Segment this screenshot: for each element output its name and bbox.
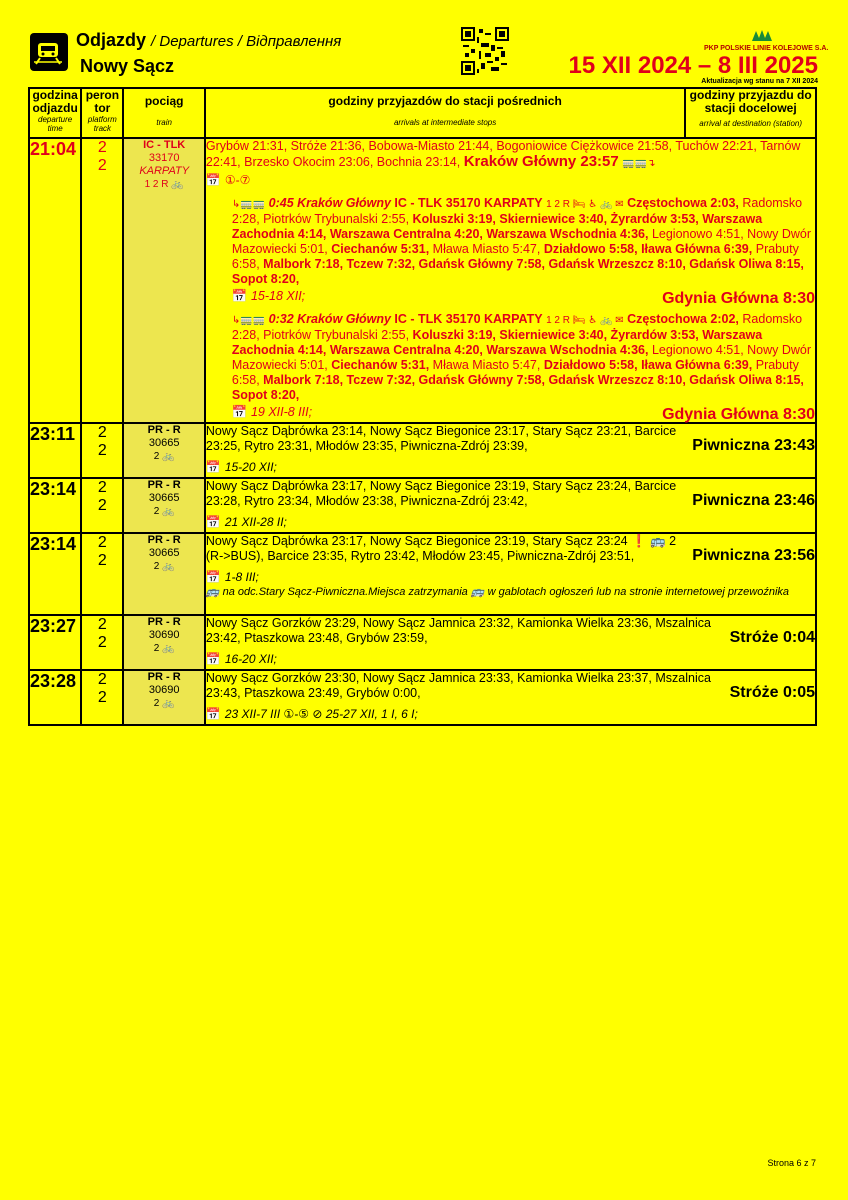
operator-logo (704, 29, 829, 52)
departure-time: 23:27 (29, 615, 81, 670)
bus-replacement-note: 🚌 na odc.Stary Sącz-Piwniczna.Miejsca zatrzymania 🚌 w gablotach ogłoszeń lub na stronie internetowej przewoźnika (205, 586, 790, 598)
conn-stops-c: Koluszki 3:19, Skierniewice 3:40, Żyrardów 3:53, Warszawa Zachodnia 4:14, Warszawa Centralna 4:20, Warszawa Wschodnia 4:36, (231, 212, 763, 241)
conn-stops-d: Legionowo 4:51, Nowy Dwór Mazowiecki 5:01, (231, 343, 812, 372)
conn-stops-g: Działdowo 5:58, Iława Główna 6:39, (543, 358, 753, 372)
conn-stops-e: Ciechanów 5:31, (331, 358, 430, 372)
calendar-icon: 📅 (205, 570, 221, 584)
train-amenities-icon: 2 🚲 (153, 451, 175, 462)
train-info (123, 615, 204, 670)
train-amenities-icon: 2 🚲 (153, 643, 175, 654)
departure-time: 23:28 (29, 670, 81, 725)
platform-track (81, 670, 123, 725)
platform-number: 2 (97, 139, 107, 156)
table-row (29, 478, 816, 533)
train-amenities-icon: 1 2 R 🚲 (144, 179, 184, 190)
departure-time: 23:14 (29, 478, 81, 533)
departure-time: 23:11 (29, 423, 81, 478)
train-number: 33170 (148, 152, 180, 164)
header-stops-pl: godziny przyjazdów do stacji pośrednich (328, 94, 562, 108)
platform-track (81, 533, 123, 615)
track-number: 2 (97, 634, 107, 651)
intermediate-stops: Nowy Sącz Dąbrówka 23:17, Nowy Sącz Biegonice 23:19, Stary Sącz 23:24 ❗ 🚌 2 (R->BUS), Barcice 23:35, Rytro 23:42, Młodów 23:45, Piwniczna-Zdrój 23:51, (205, 534, 677, 563)
intermediate-stops: Nowy Sącz Gorzków 23:30, Nowy Sącz Jamnica 23:33, Kamionka Wielka 23:37, Mszalnica 23:43, Ptaszkowa 23:49, Grybów 0:00, (205, 671, 711, 700)
coach-transfer-icon: 🚃🚃↴ (622, 158, 656, 169)
header-platform-en: platform track (87, 115, 117, 133)
stops-cell (205, 138, 816, 423)
header-platform-pl2: tor (94, 101, 111, 115)
calendar-icon: 📅 (231, 405, 248, 419)
destination: Stróże 0:05 (729, 684, 815, 701)
conn-stops-a: Częstochowa 2:03, (627, 196, 739, 210)
platform-track (81, 478, 123, 533)
train-number: 30690 (148, 684, 180, 696)
destination: Kraków Główny 23:57 (463, 153, 619, 170)
intermediate-stops: Nowy Sącz Dąbrówka 23:17, Nowy Sącz Biegonice 23:19, Stary Sącz 23:24, Barcice 23:28, Rytro 23:34, Młodów 23:38, Piwniczna-Zdrój 23:42, (205, 479, 677, 508)
days-of-operation (206, 173, 815, 188)
track-number: 2 (97, 497, 107, 514)
conn-stops-a: Częstochowa 2:02, (627, 312, 739, 326)
table-row (29, 423, 816, 478)
track-number: 2 (97, 689, 107, 706)
conn-stops-c: Koluszki 3:19, Skierniewice 3:40, Żyrardów 3:53, Warszawa Zachodnia 4:14, Warszawa Centralna 4:20, Warszawa Wschodnia 4:36, (231, 328, 763, 357)
title-subtitle: / Departures / Відправлення (151, 33, 342, 50)
connection-days: 19 XII-8 III; (250, 405, 313, 419)
train-category: PR - R (147, 424, 181, 436)
destination: Stróże 0:04 (729, 629, 815, 646)
calendar-icon: 📅 (205, 652, 221, 666)
train-number: 30665 (148, 547, 180, 559)
connection-amenities-icon: 1 2 R 🛏 ♿ 🚲 ✉ (546, 199, 624, 210)
connection-block (231, 312, 815, 423)
table-row (29, 615, 816, 670)
train-number: 30665 (148, 437, 180, 449)
operator-name: PKP POLSKIE LINIE KOLEJOWE S.A. (704, 45, 829, 52)
calendar-icon: 📅 (231, 289, 248, 303)
days-of-operation (206, 652, 815, 667)
header-dest-pl: godziny przyjazdu do stacji docelowej (689, 88, 812, 115)
header-time-en: departure time (38, 115, 73, 133)
conn-stops-f: Mława Miasto 5:47, (432, 358, 541, 372)
conn-stops-e: Ciechanów 5:31, (331, 242, 430, 256)
header-dest (685, 88, 816, 138)
train-number: 30690 (148, 629, 180, 641)
days-text: ①-⑦ (224, 173, 251, 187)
connection-destination: Gdynia Główna 8:30 (662, 406, 815, 423)
header-time (29, 88, 81, 138)
conn-stops-b: Radomsko 2:28, Piotrków Trybunalski 2:55, (231, 312, 803, 342)
platform-track (81, 423, 123, 478)
header-time-pl1: godzina (32, 88, 78, 102)
stops-cell (205, 670, 816, 725)
conn-stops-i: Malbork 7:18, Tczew 7:32, Gdańsk Główny 7:58, Gdańsk Wrzeszcz 8:10, Gdańsk Oliwa 8:15, Sopot 8:20, (231, 373, 804, 402)
conn-stops-g: Działdowo 5:58, Iława Główna 6:39, (543, 242, 753, 256)
train-info (123, 478, 204, 533)
platform-number: 2 (97, 616, 107, 633)
connection-amenities-icon: 1 2 R 🛏 ♿ 🚲 ✉ (546, 315, 624, 326)
train-category: PR - R (147, 534, 181, 546)
header-stops-en: arrivals at intermediate stops (393, 118, 497, 127)
track-number: 2 (97, 442, 107, 459)
calendar-icon: 📅 (205, 173, 221, 187)
track-number: 2 (97, 157, 107, 174)
destination: Piwniczna 23:43 (692, 437, 815, 454)
table-row (29, 533, 816, 615)
calendar-icon: 📅 (205, 460, 221, 474)
connection-destination: Gdynia Główna 8:30 (662, 290, 815, 307)
connection-head: 0:32 Kraków Główny (268, 312, 391, 326)
days-text: 16-20 XII; (224, 652, 277, 666)
days-text: 15-20 XII; (224, 460, 277, 474)
train-info (123, 670, 204, 725)
departure-time: 21:04 (29, 138, 81, 423)
page-number: Strona 6 z 7 (767, 1158, 816, 1168)
train-amenities-icon: 2 🚲 (153, 698, 175, 709)
train-number: 30665 (148, 492, 180, 504)
conn-stops-h: Prabuty 6:58, (231, 358, 799, 387)
days-text: 21 XII-28 II; (224, 515, 287, 529)
days-text: 23 XII-7 III ①-⑤ ⊘ 25-27 XII, 1 I, 6 I; (224, 707, 418, 721)
platform-track (81, 138, 123, 423)
train-name: KARPATY (139, 165, 190, 177)
train-category: PR - R (147, 671, 181, 683)
connection-footer (231, 289, 815, 307)
header-platform-pl1: peron (85, 88, 120, 102)
destination: Piwniczna 23:46 (692, 492, 815, 509)
header-train-en: train (156, 118, 172, 127)
track-number: 2 (97, 552, 107, 569)
through-coach-icon: ↳🚃🚃 (231, 199, 266, 210)
conn-stops-f: Mława Miasto 5:47, (432, 242, 541, 256)
header-time-pl2: odjazdu (32, 101, 78, 115)
platform-number: 2 (97, 671, 107, 688)
station-name: Nowy Sącz (80, 56, 175, 76)
departures-table (28, 87, 817, 726)
train-category: IC - TLK (143, 139, 186, 151)
intermediate-stops: Nowy Sącz Gorzków 23:29, Nowy Sącz Jamnica 23:32, Kamionka Wielka 23:36, Mszalnica 23:42, Ptaszkowa 23:48, Grybów 23:59, (205, 616, 711, 645)
header-train-pl: pociąg (144, 94, 184, 108)
table-row (29, 670, 816, 725)
train-info (123, 533, 204, 615)
qr-code-icon (461, 27, 509, 75)
train-logo-icon (30, 33, 68, 71)
departure-time: 23:14 (29, 533, 81, 615)
connection-train: IC - TLK 35170 KARPATY (394, 196, 543, 210)
through-coach-icon: ↳🚃🚃 (231, 315, 266, 326)
train-info (123, 423, 204, 478)
connection-days: 15-18 XII; (250, 289, 306, 303)
header-train (123, 88, 204, 138)
intermediate-stops: Grybów 21:31, Stróże 21:36, Bobowa-Miasto 21:44, Bogoniowice Ciężkowice 21:58, Tuchów 22:21, Tarnów 22:41, Brzesko Okocim 23:06, Bochnia 23:14, (205, 139, 801, 169)
days-text: 1-8 III; (224, 570, 259, 584)
conn-stops-b: Radomsko 2:28, Piotrków Trybunalski 2:55, (231, 196, 803, 226)
table-row (29, 138, 816, 423)
pkp-emblem-icon (750, 29, 774, 43)
train-info (123, 138, 204, 423)
conn-stops-h: Prabuty 6:58, (231, 242, 799, 271)
header-stops (205, 88, 685, 138)
platform-number: 2 (97, 479, 107, 496)
connection-head: 0:45 Kraków Główny (268, 196, 391, 210)
conn-stops-d: Legionowo 4:51, Nowy Dwór Mazowiecki 5:01, (231, 227, 812, 256)
stops-cell (205, 615, 816, 670)
platform-track (81, 615, 123, 670)
validity-date-range: 15 XII 2024 – 8 III 2025 (568, 52, 818, 79)
calendar-icon: 📅 (205, 707, 221, 721)
days-of-operation (206, 460, 815, 475)
stops-cell (205, 533, 816, 615)
days-of-operation (206, 570, 815, 585)
conn-stops-i: Malbork 7:18, Tczew 7:32, Gdańsk Główny 7:58, Gdańsk Wrzeszcz 8:10, Gdańsk Oliwa 8:15, Sopot 8:20, (231, 257, 804, 286)
train-category: PR - R (147, 479, 181, 491)
title-text: Odjazdy (76, 30, 147, 50)
days-of-operation (206, 515, 815, 530)
header-dest-en: arrival at destination (station) (699, 119, 803, 128)
stops-cell (205, 423, 816, 478)
connection-footer (231, 405, 815, 423)
days-of-operation (206, 707, 815, 722)
header-platform (81, 88, 123, 138)
destination: Piwniczna 23:56 (692, 547, 815, 564)
train-amenities-icon: 2 🚲 (153, 561, 175, 572)
calendar-icon: 📅 (205, 515, 221, 529)
table-header-row (29, 88, 816, 138)
page-title (76, 30, 341, 51)
connection-train: IC - TLK 35170 KARPATY (394, 312, 543, 326)
connection-block (231, 196, 815, 307)
platform-number: 2 (97, 424, 107, 441)
update-note: Aktualizacja wg stanu na 7 XII 2024 (701, 78, 818, 85)
stops-cell (205, 478, 816, 533)
train-amenities-icon: 2 🚲 (153, 506, 175, 517)
intermediate-stops: Nowy Sącz Dąbrówka 23:14, Nowy Sącz Biegonice 23:17, Stary Sącz 23:21, Barcice 23:25, Rytro 23:31, Młodów 23:35, Piwniczna-Zdrój 23:39, (205, 424, 677, 453)
platform-number: 2 (97, 534, 107, 551)
train-category: PR - R (147, 616, 181, 628)
